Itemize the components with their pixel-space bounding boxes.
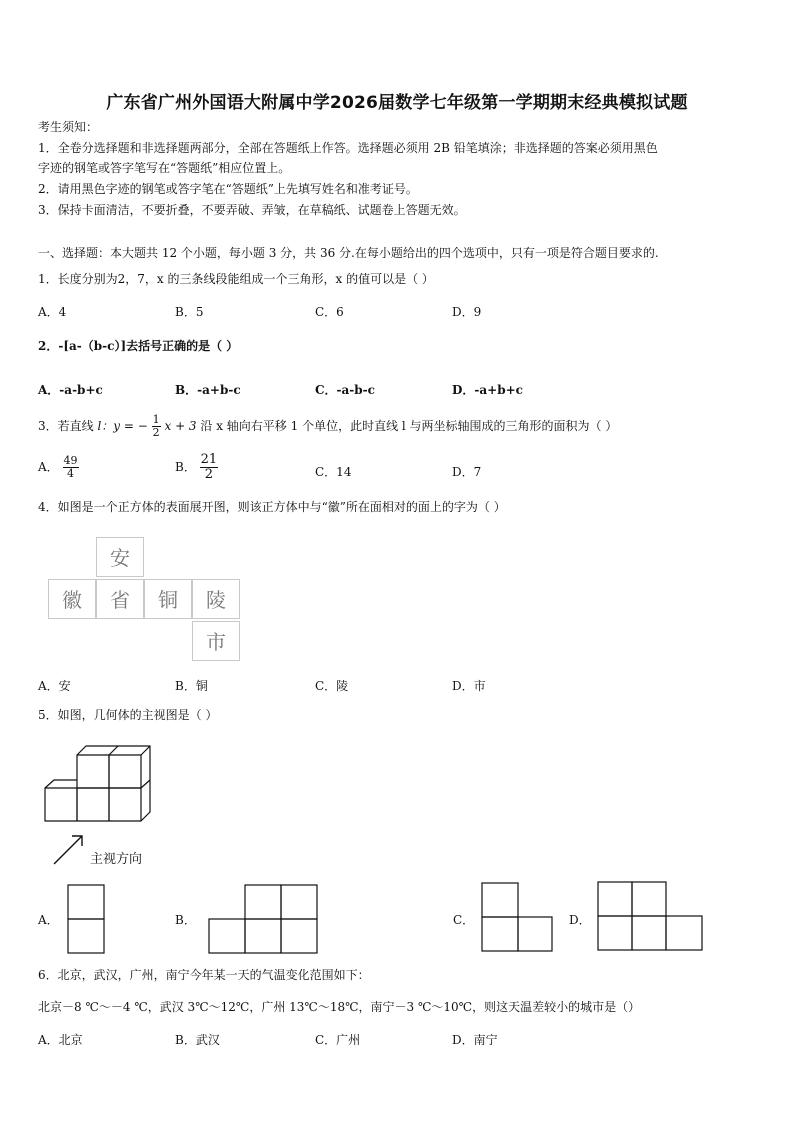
notice-item: 字迹的钢笔或答字笔写在“答题纸”相应位置上。 [38,161,291,175]
notice-heading: 考生须知： [38,120,99,134]
q3-option-a-den: 4 [67,467,74,480]
view-direction-label: 主视方向 [90,852,143,867]
q3-option-a [38,455,79,480]
q4-option-c: C．陵 [315,679,349,693]
question-6-stem: 6．北京，武汉，广州，南宁今年某一天的气温变化范围如下： [38,968,370,982]
q4-option-d: D．市 [452,679,486,693]
question-6-detail: 北京－8 ℃～－4 ℃，武汉 3℃～12℃，广州 13℃～18℃，南宁－3 ℃～10℃，则这天温差较小的城市是（） [38,1000,641,1014]
q5-option-a-label: A． [38,913,59,927]
q5-option-d-label: D． [569,913,591,927]
q3-option-b [175,453,218,482]
q3-option-a-fraction [63,455,79,480]
q3-frac-numerator: 1 [152,413,160,426]
net-cell-sheng: 省 [96,579,144,619]
net-cell-shi: 市 [192,621,240,661]
q3-line-rhs: x + 3 [164,419,197,433]
view-direction-arrow-icon [48,830,88,870]
q1-option-a: A．4 [38,305,67,319]
question-3-stem [38,414,617,439]
q1-option-c: C．6 [315,305,344,319]
q5-option-c-figure [481,882,555,954]
notice-item: 1．全卷分选择题和非选择题两部分，全部在答题纸上作答。选择题必须用 2B 铅笔填涂；非选择题的答案必须用黑色 [38,141,658,155]
q4-option-a: A．安 [38,679,71,693]
q6-option-b: B．武汉 [175,1033,220,1047]
q4-option-b: B．铜 [175,679,208,693]
net-cell-tong: 铜 [144,579,192,619]
q5-option-b-label: B． [175,913,196,927]
q3-line-lhs: l：y = − [97,419,148,433]
q3-option-d: D．7 [452,465,482,479]
q3-frac-denominator: 2 [152,426,160,439]
solid-figure [40,740,170,830]
question-2-stem: 2．-[a-（b-c）]去括号正确的是（ ） [38,339,239,353]
q3-option-c: C．14 [315,465,352,479]
q2-option-b: B．-a+b-c [175,383,241,397]
q2-option-a: A．-a-b+c [38,383,103,397]
q5-option-a-figure [67,884,107,956]
notice-item: 2．请用黑色字迹的钢笔或答字笔在“答题纸”上先填写姓名和准考证号。 [38,182,418,196]
q1-option-b: B．5 [175,305,204,319]
notice-item: 3．保持卡面清洁，不要折叠，不要弄破、弄皱，在草稿纸、试题卷上答题无效。 [38,203,466,217]
q5-option-b-figure [208,884,320,956]
question-5-stem: 5．如图，几何体的主视图是（ ） [38,708,218,722]
question-4-stem: 4．如图是一个正方体的表面展开图，则该正方体中与“徽”所在面相对的面上的字为（ ） [38,500,506,514]
page-title: 广东省广州外国语大附属中学2026届数学七年级第一学期期末经典模拟试题 [106,93,688,113]
q3-option-b-num: 21 [200,452,218,467]
net-cell-an: 安 [96,537,144,577]
q3-option-b-fraction [200,453,219,482]
q3-option-a-label: A． [38,460,59,474]
q5-option-d-figure [597,881,707,953]
q5-option-c-label: C． [453,913,475,927]
q3-prefix: 3．若直线 [38,419,94,433]
q3-line-fraction [152,414,161,439]
question-1-stem: 1．长度分别为2，7，x 的三条线段能组成一个三角形，x 的值可以是（ ） [38,272,434,286]
q3-option-b-label: B． [175,460,196,474]
q2-option-d: D．-a+b+c [452,383,523,397]
net-cell-ling: 陵 [192,579,240,619]
net-cell-hui: 徽 [48,579,96,619]
q2-option-c: C．-a-b-c [315,383,375,397]
q3-suffix: 沿 x 轴向右平移 1 个单位，此时直线 l 与两坐标轴围成的三角形的面积为（ ） [200,419,618,433]
q3-option-b-den: 2 [204,467,214,482]
section-heading: 一、选择题：本大题共 12 个小题，每小题 3 分，共 36 分.在每小题给出的四个选项中，只有一项是符合题目要求的. [38,246,659,260]
q1-option-d: D．9 [452,305,482,319]
q6-option-c: C．广州 [315,1033,361,1047]
q6-option-d: D．南宁 [452,1033,498,1047]
q6-option-a: A．北京 [38,1033,83,1047]
q3-option-a-num: 49 [63,454,78,467]
